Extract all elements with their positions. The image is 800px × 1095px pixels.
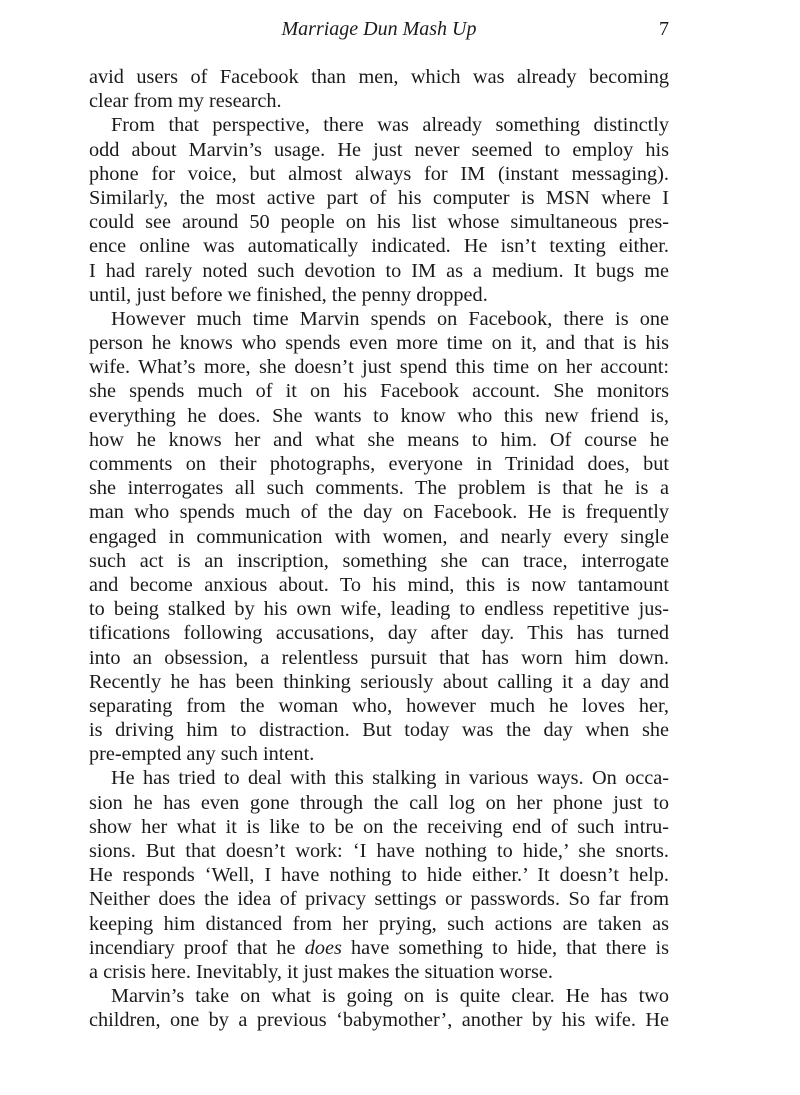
text-line: However much time Marvin spends on Facebook, there is one xyxy=(111,307,669,330)
text-line: I had rarely noted such devotion to IM as a medium. It bugs me xyxy=(89,259,669,282)
text-line: separating from the woman who, however much he loves her, xyxy=(89,694,669,717)
text-line: wife. What’s more, she doesn’t just spend this time on her account: xyxy=(89,356,669,379)
paragraph xyxy=(89,113,669,307)
text-line: Marvin’s take on what is going on is quite clear. He has two xyxy=(111,985,669,1008)
text-line: how he knows her and what she means to him. Of course he xyxy=(89,428,669,451)
text-line: odd about Marvin’s usage. He just never seemed to employ his xyxy=(89,138,669,161)
text-line: children, one by a previous ‘babymother’, another by his wife. He xyxy=(89,1009,669,1032)
text-line: engaged in communication with women, and nearly every single xyxy=(89,525,669,548)
text-line: everything he does. She wants to know who this new friend is, xyxy=(89,404,669,427)
text-line: He has tried to deal with this stalking in various ways. On occa- xyxy=(111,767,669,790)
text-line: sion he has even gone through the call log on her phone just to xyxy=(89,791,669,814)
text-line: such act is an inscription, something she can trace, interrogate xyxy=(89,549,669,572)
text-run: have something to hide, that there is xyxy=(341,936,670,959)
paragraph xyxy=(89,984,669,1032)
text-line: Similarly, the most active part of his computer is MSN where I xyxy=(89,186,669,209)
text-line: man who spends much of the day on Facebook. He is frequently xyxy=(89,501,669,524)
text-line: show her what it is like to be on the receiving end of such intru- xyxy=(89,815,669,838)
page-number: 7 xyxy=(659,18,669,40)
text-line: she spends much of it on his Facebook account. She monitors xyxy=(89,380,669,403)
text-line: clear from my research. xyxy=(89,90,282,113)
paragraph xyxy=(89,307,669,767)
text-line xyxy=(89,936,669,960)
paragraph xyxy=(89,766,669,984)
text-line: comments on their photographs, everyone in Trinidad does, but xyxy=(89,453,669,475)
emphasis-text: does xyxy=(304,936,342,959)
text-line: Recently he has been thinking seriously about calling it a day and xyxy=(89,670,669,693)
text-line: and become anxious about. To his mind, this is now tantamount xyxy=(89,573,669,596)
text-line: tifications following accusations, day after day. This has turned xyxy=(89,622,669,645)
text-line: phone for voice, but almost always for IM (instant messaging). xyxy=(89,162,669,185)
text-line: keeping him distanced from her prying, such actions are taken as xyxy=(89,912,669,935)
paragraph xyxy=(89,65,669,113)
text-run: incendiary proof that he xyxy=(89,936,305,959)
running-title: Marriage Dun Mash Up xyxy=(281,18,477,40)
text-line: could see around 50 people on his list whose simultaneous pres- xyxy=(89,211,669,234)
text-line: sions. But that doesn’t work: ‘I have nothing to hide,’ she snorts. xyxy=(89,840,669,862)
text-line: is driving him to distraction. But today was the day when she xyxy=(89,719,669,742)
text-line: avid users of Facebook than men, which was already becoming xyxy=(89,66,669,88)
running-head xyxy=(89,16,669,42)
text-line: He responds ‘Well, I have nothing to hide either.’ It doesn’t help. xyxy=(89,864,669,887)
text-line: From that perspective, there was already something distinctly xyxy=(111,114,669,137)
text-line: pre-empted any such intent. xyxy=(89,743,315,766)
text-line: into an obsession, a relentless pursuit that has worn him down. xyxy=(89,646,669,669)
text-line: until, just before we finished, the penny dropped. xyxy=(89,283,488,306)
text-line: ence online was automatically indicated. He isn’t texting either. xyxy=(89,235,669,258)
text-line: Neither does the idea of privacy settings or passwords. So far from xyxy=(89,888,669,911)
text-line: person he knows who spends even more time on it, and that is his xyxy=(89,332,669,355)
text-line: to being stalked by his own wife, leading to endless repetitive jus- xyxy=(89,598,669,621)
body-text xyxy=(89,65,669,1033)
text-line: a crisis here. Inevitably, it just makes the situation worse. xyxy=(89,960,553,983)
text-line: she interrogates all such comments. The problem is that he is a xyxy=(89,477,669,500)
